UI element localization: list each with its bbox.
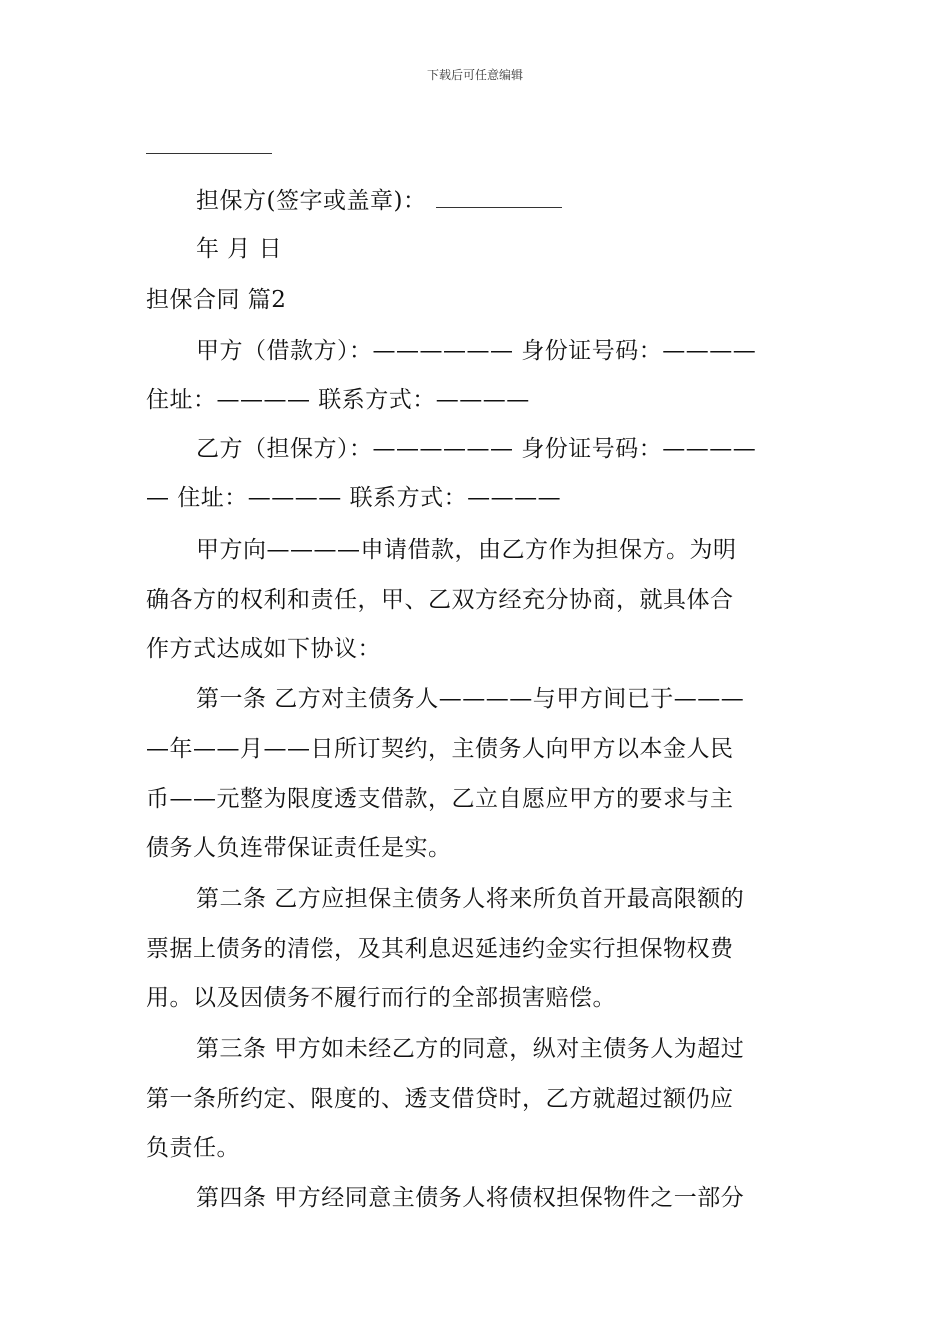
paragraph-line: —年——月——日所订契约，主债务人向甲方以本金人民 bbox=[146, 736, 734, 762]
paragraph-line: 确各方的权利和责任，甲、乙双方经充分协商，就具体合 bbox=[146, 587, 734, 613]
party-b-address-line: — 住址：———— 联系方式：———— bbox=[146, 485, 562, 511]
party-b-line: 乙方（担保方）：—————— 身份证号码：———— bbox=[196, 436, 757, 462]
date-line: 年 月 日 bbox=[196, 236, 283, 262]
article-1-line: 第一条 乙方对主债务人————与甲方间已于——— bbox=[196, 686, 745, 712]
article-3-line: 第三条 甲方如未经乙方的同意，纵对主债务人为超过 bbox=[196, 1036, 745, 1062]
page-header: 下载后可任意编辑 bbox=[426, 68, 523, 82]
paragraph-line: 债务人负连带保证责任是实。 bbox=[146, 835, 452, 861]
paragraph-line: 负责任。 bbox=[146, 1135, 240, 1161]
section-title: 担保合同 篇2 bbox=[146, 287, 287, 313]
guarantor-signature-blank bbox=[436, 185, 562, 208]
article-4-line: 第四条 甲方经同意主债务人将债权担保物件之一部分 bbox=[196, 1185, 745, 1211]
article-2-line: 第二条 乙方应担保主债务人将来所负首开最高限额的 bbox=[196, 886, 745, 912]
guarantor-signature-line bbox=[196, 185, 562, 216]
party-a-line: 甲方（借款方）：—————— 身份证号码：———— bbox=[196, 338, 757, 364]
paragraph-line: 币——元整为限度透支借款，乙立自愿应甲方的要求与主 bbox=[146, 786, 734, 812]
signature-underline bbox=[146, 153, 272, 154]
paragraph-line: 第一条所约定、限度的、透支借贷时，乙方就超过额仍应 bbox=[146, 1086, 734, 1112]
paragraph-line: 用。以及因债务不履行而行的全部损害赔偿。 bbox=[146, 985, 616, 1011]
paragraph-line: 票据上债务的清偿，及其利息迟延违约金实行担保物权费 bbox=[146, 936, 734, 962]
party-a-address-line: 住址：———— 联系方式：———— bbox=[146, 387, 530, 413]
guarantor-signature-label: 担保方(签字或盖章)： bbox=[196, 188, 427, 214]
paragraph-line: 甲方向————申请借款，由乙方作为担保方。为明 bbox=[196, 537, 737, 563]
paragraph-line: 作方式达成如下协议： bbox=[146, 636, 381, 662]
